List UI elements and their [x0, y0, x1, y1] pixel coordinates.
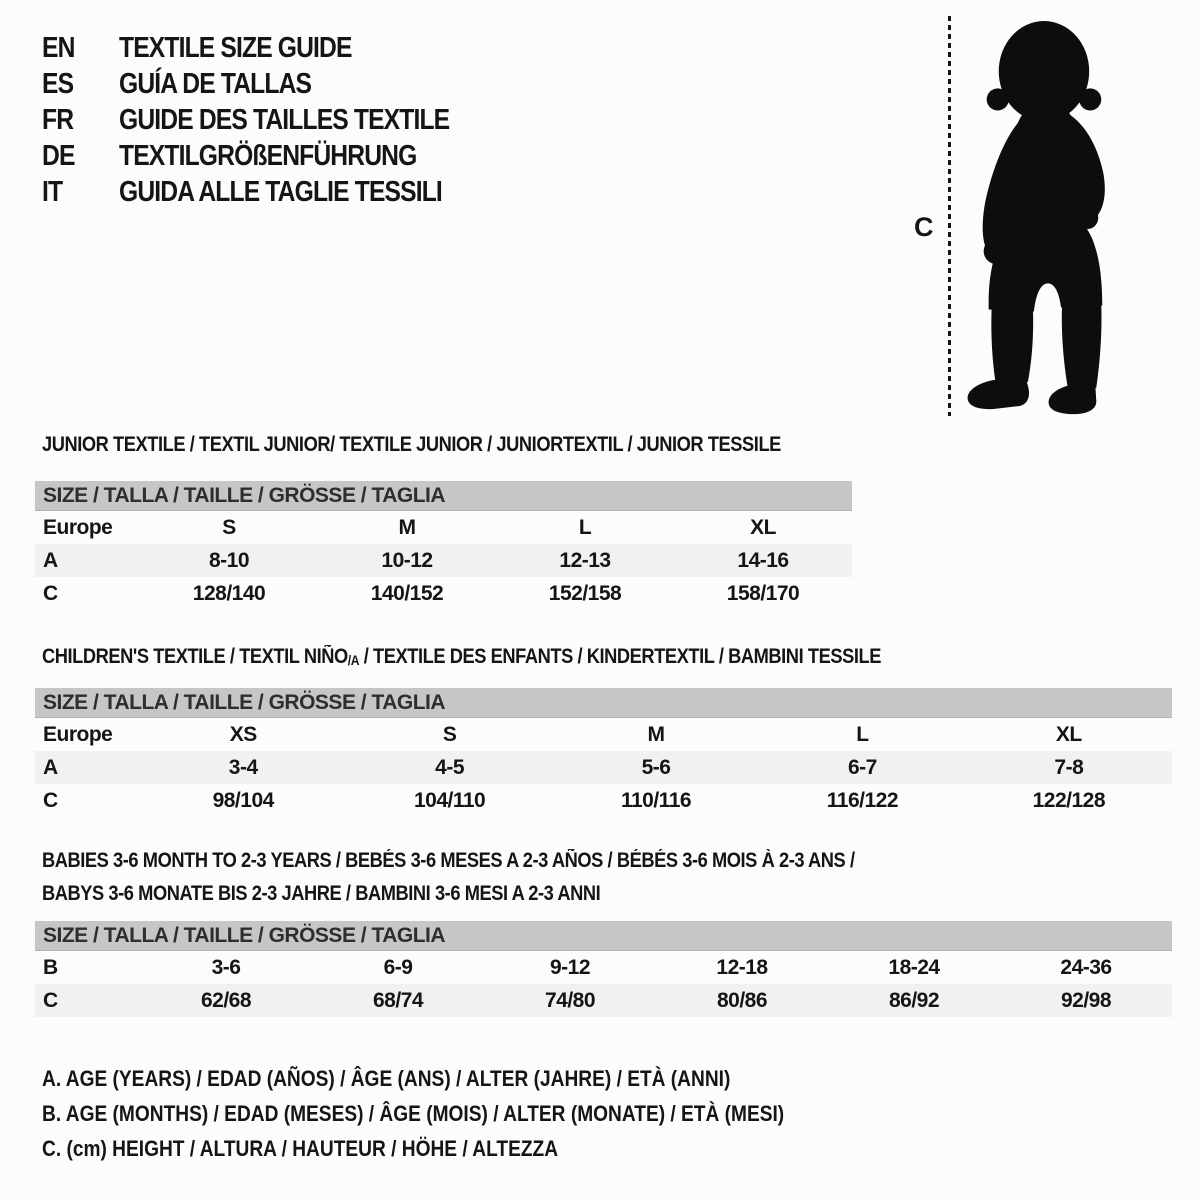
table-row-age	[35, 751, 1172, 784]
age-cell: 12-13	[559, 548, 611, 572]
age-cell: 6-9	[383, 955, 413, 979]
height-cell: 122/128	[1032, 788, 1106, 812]
age-cell: 4-5	[435, 755, 465, 779]
age-cell: 6-7	[847, 755, 877, 779]
babies-section-heading-line2: BABYS 3-6 MONATE BIS 2-3 JAHRE / BAMBINI 3-6 MESI A 2-3 ANNI	[42, 882, 601, 905]
lang-row-de	[42, 138, 508, 174]
size-header-row	[35, 688, 1172, 718]
height-cell: 116/122	[826, 788, 899, 812]
height-cell: 62/68	[200, 988, 252, 1012]
height-cell: 158/170	[726, 581, 800, 605]
size-header-label: SIZE / TALLA / TAILLE / GRÖSSE / TAGLIA	[43, 483, 446, 507]
lang-code: EN	[42, 31, 75, 64]
size-header-label: SIZE / TALLA / TAILLE / GRÖSSE / TAGLIA	[43, 923, 446, 947]
size-header-label: SIZE / TALLA / TAILLE / GRÖSSE / TAGLIA	[43, 690, 446, 714]
row-label: B	[43, 955, 58, 979]
age-cell: 12-18	[716, 955, 768, 979]
size-cell: L	[578, 515, 592, 539]
height-cell: 98/104	[212, 788, 274, 812]
size-cell: L	[856, 722, 869, 746]
height-cell: 86/92	[888, 988, 940, 1012]
children-size-table	[35, 688, 1172, 817]
table-row-height	[35, 577, 852, 610]
height-cell: 104/110	[413, 788, 486, 812]
row-label: C	[43, 988, 58, 1012]
lang-code: DE	[42, 139, 75, 172]
age-cell: 10-12	[381, 548, 433, 572]
size-header-row	[35, 921, 1172, 951]
height-measure-label: C	[914, 212, 934, 242]
size-cell: S	[442, 722, 457, 746]
lang-row-fr	[42, 102, 508, 138]
lang-row-en	[42, 30, 508, 66]
lang-title: TEXTILGRÖßENFÜHRUNG	[119, 139, 417, 172]
size-header-row	[35, 481, 852, 511]
height-cell: 140/152	[370, 581, 444, 605]
lang-code: ES	[42, 67, 74, 100]
size-cell: XL	[750, 515, 776, 539]
children-section-heading: CHILDREN'S TEXTILE / TEXTIL NIÑO/A / TEXTILE DES ENFANTS / KINDERTEXTIL / BAMBINI TESSILE	[42, 645, 881, 668]
lang-title: GUIDE DES TAILLES TEXTILE	[119, 103, 450, 136]
lang-row-it	[42, 174, 508, 210]
height-cell: 92/98	[1060, 988, 1112, 1012]
lang-title: GUÍA DE TALLAS	[119, 67, 312, 100]
size-cell: S	[222, 515, 236, 539]
row-label: C	[43, 581, 58, 605]
lang-code: IT	[42, 175, 63, 208]
table-row-age	[35, 544, 852, 577]
age-cell: 18-24	[888, 955, 940, 979]
babies-size-table	[35, 921, 1172, 1017]
age-cell: 24-36	[1060, 955, 1112, 979]
table-row-height	[35, 984, 1172, 1017]
row-label: Europe	[43, 722, 113, 746]
row-label: Europe	[43, 515, 113, 539]
age-cell: 5-6	[641, 755, 671, 779]
age-cell: 8-10	[208, 548, 250, 572]
babies-section-heading-line1: BABIES 3-6 MONTH TO 2-3 YEARS / BEBÉS 3-6 MESES A 2-3 AÑOS / BÉBÉS 3-6 MOIS À 2-3 ANS /	[42, 849, 855, 872]
row-label: A	[43, 548, 58, 572]
row-label: A	[43, 755, 58, 779]
height-cell: 68/74	[372, 988, 424, 1012]
lang-title: GUIDA ALLE TAGLIE TESSILI	[119, 175, 442, 208]
table-row-europe	[35, 718, 1172, 751]
lang-row-es	[42, 66, 508, 102]
toddler-silhouette	[963, 14, 1140, 418]
age-cell: 3-6	[211, 955, 241, 979]
height-cell: 152/158	[548, 581, 622, 605]
height-cell: 74/80	[544, 988, 596, 1012]
height-cell: 110/116	[620, 788, 692, 812]
height-cell: 128/140	[192, 581, 266, 605]
size-cell: M	[398, 515, 416, 539]
age-cell: 3-4	[228, 755, 258, 779]
age-cell: 9-12	[549, 955, 591, 979]
age-cell: 14-16	[737, 548, 789, 572]
size-cell: XL	[1055, 722, 1082, 746]
footnote-a: A. AGE (YEARS) / EDAD (AÑOS) / ÂGE (ANS) / ALTER (JAHRE) / ETÀ (ANNI)	[42, 1066, 731, 1091]
row-label: C	[43, 788, 58, 812]
language-title-list	[42, 30, 508, 210]
size-cell: M	[647, 722, 665, 746]
size-cell: XS	[229, 722, 257, 746]
junior-section-heading: JUNIOR TEXTILE / TEXTIL JUNIOR/ TEXTILE JUNIOR / JUNIORTEXTIL / JUNIOR TESSILE	[42, 433, 781, 456]
lang-title: TEXTILE SIZE GUIDE	[119, 31, 352, 64]
height-measure-dashed-line	[948, 16, 951, 416]
table-row-europe	[35, 511, 852, 544]
age-cell: 7-8	[1054, 755, 1084, 779]
footnote-c: C. (cm) HEIGHT / ALTURA / HAUTEUR / HÖHE / ALTEZZA	[42, 1136, 559, 1161]
table-row-age-months	[35, 951, 1172, 984]
height-cell: 80/86	[716, 988, 768, 1012]
footnote-legend	[42, 1066, 895, 1171]
nino-a-subscript: /A	[347, 652, 360, 668]
table-row-height	[35, 784, 1172, 817]
junior-size-table	[35, 481, 852, 610]
footnote-b: B. AGE (MONTHS) / EDAD (MESES) / ÂGE (MOIS) / ALTER (MONATE) / ETÀ (MESI)	[42, 1101, 785, 1126]
lang-code: FR	[42, 103, 74, 136]
